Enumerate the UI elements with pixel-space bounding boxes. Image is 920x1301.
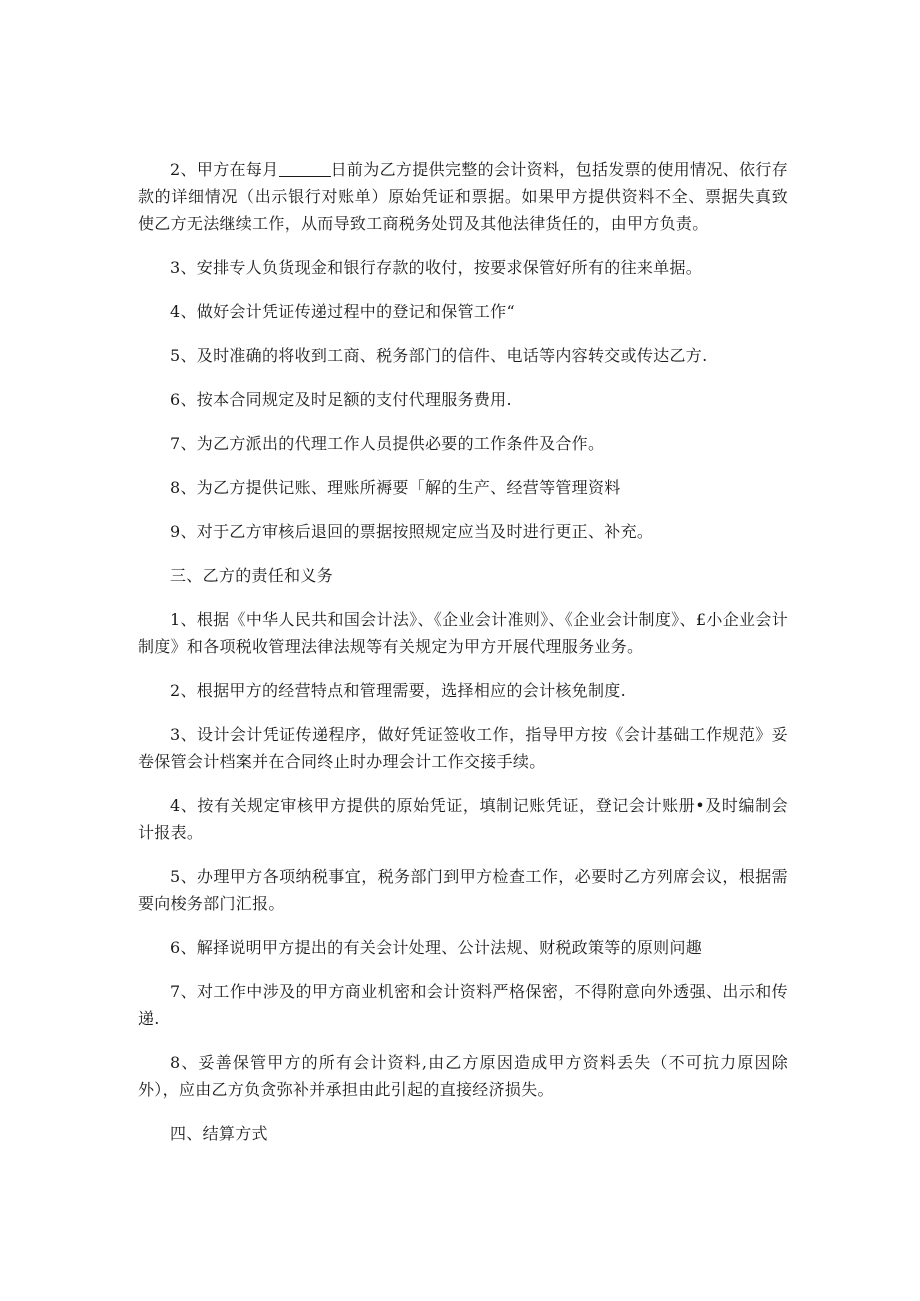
clause-a-2-post: 日前为乙方提供完整的会计资料，包括发票的使用情况、依行存款的详细情况（出示银行对账单）原始凭证和票据。如果甲方提供资料不全、票据失真致使乙方无法继续工作，从而导致工商税务处罚及其他法律货任的，由甲方负责。	[138, 160, 788, 233]
clause-a-3: 3、安排专人负货现金和银行存款的收付，按要求保管好所有的往来单据。	[170, 258, 703, 277]
clause-b-5: 5、办理甲方各项纳税事宜，税务部门到甲方检查工作，必要时乙方列席会议，根据需要向梭务部门汇报。	[138, 867, 788, 913]
clause-a-7: 7、为乙方派出的代理工作人员提供必要的工作条件及合作。	[170, 434, 605, 453]
clause-b-1: 1、根据《中华人民共和国会计法》、《企业会计准则》、《企业会计制度》、£小企业会计制度》和各项税收管理法律法规等有关规定为甲方开展代理服务业务。	[138, 610, 788, 656]
clause-a-6: 6、按本合同规定及时足额的支付代理服务费用.	[170, 390, 512, 409]
clause-b-8: 8、妥善保管甲方的所有会计资料,由乙方原因造成甲方资料丢失（不可抗力原因除外），应由乙方负贪弥补并承担由此引起的直接经济损失。	[138, 1053, 788, 1099]
clause-b-2: 2、根据甲方的经营特点和管理需要，选择相应的会计核免制度.	[170, 681, 626, 700]
document-body	[138, 156, 788, 1164]
clause-a-5: 5、及时准确的将收到工商、税务部门的信件、电话等内容转交或传达乙方.	[170, 346, 708, 365]
clause-b-6: 6、解择说明甲方提出的有关会计处理、公计法规、财税政策等的原则问趣	[170, 938, 703, 957]
fill-blank-day	[279, 160, 331, 177]
clause-b-7: 7、对工作中涉及的甲方商业机密和会计资料严格保密，不得附意向外透强、出示和传递.	[138, 982, 788, 1028]
clause-a-8: 8、为乙方提供记账、理账所褥要「解的生产、经营等管理资料	[170, 478, 621, 497]
clause-a-2-pre: 2、甲方在每月	[170, 160, 279, 179]
clause-b-3: 3、设计会计凭证传递程序，做好凭证签收工作，指导甲方按《会计基础工作规范》妥卷保管会计档案并在合同终止时办理会计工作交接手续。	[138, 725, 788, 771]
section-4-heading: 四、结算方式	[170, 1124, 268, 1143]
clause-a-9: 9、对于乙方审核后退回的票据按照规定应当及时进行更正、补充。	[170, 522, 654, 541]
clause-a-2	[138, 156, 788, 237]
section-3-heading: 三、乙方的责任和义务	[170, 566, 334, 585]
clause-a-4: 4、做好会计凭证传递过程中的登记和保管工作“	[170, 302, 515, 321]
clause-b-4: 4、按有关规定审核甲方提供的原始凭证，填制记账凭证，登记会计账册•及时编制会计报表。	[138, 796, 788, 842]
